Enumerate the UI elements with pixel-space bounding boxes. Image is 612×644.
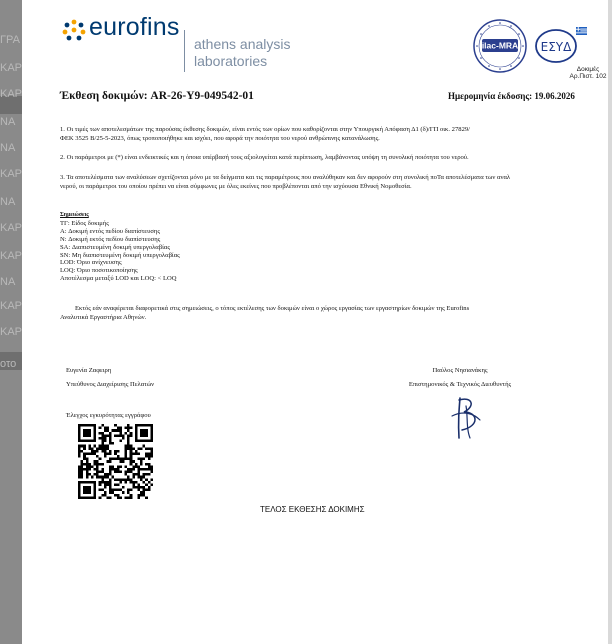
note-line: νερού, οι παράμετροι του οποίου πρέπει να είναι σύμφωνες με όλες εκείνες που προβλέπονται από την ισχύουσα Εθνική Νομοθεσία. [60,182,412,190]
background-text-fragment: ΓΡΑ [0,34,20,46]
issue-date: Ημερομηνία έκδοσης: 19.06.2026 [448,91,575,101]
background-text-fragment: οτο [0,358,17,370]
eurofins-dots-icon [62,19,86,41]
greek-flag-icon [576,27,587,35]
report-title: Έκθεση δοκιμών: AR-26-Y9-049542-01 [60,90,254,102]
note-line: 2. Οι παράμετροι με (*) είναι ενδεικτικές και η όποια υπέρβασή τους αξιολογείται κατά περίπτωση, λαμβάνοντας υπόψη τη συνολική ποιότητα του νερού. [60,154,469,161]
document-verification-qr-code[interactable] [78,424,153,499]
note-line: 1. Οι τιμές των αποτελεσμάτων της παρούσας έκθεσης δοκιμών, είναι εντός των ορίων που καθορίζονται στην Υπουργική Απόφαση Δ1 (δ)/ΓΠ οικ. 27829/ [60,126,470,133]
signatory-role: Υπεύθυνος Διαχείρισης Πελατών [66,380,155,388]
legend-item: ΤΓ: Είδος δοκιμής [60,219,109,227]
logo-wordmark: eurofins [89,13,180,41]
legend-item: SN: Μη διαπιστευμένη δοκιμή υπεργολαβίας [60,251,180,259]
closing-line: Αναλυτικά Εργαστήρια Αθηνών. [60,313,147,321]
accreditation-number: Αρ.Πιστ. 102 [569,73,607,81]
report-page [22,0,608,644]
signatory-role: Επιστημονικός & Τεχνικός Διευθυντής [408,380,512,388]
background-text-fragment: ΝΑ [0,116,16,128]
background-text-fragment: ΚΑΡ [0,88,22,100]
legend-item: N: Δοκιμή εκτός πεδίου διαπίστευσης [60,235,161,243]
legend-item: LOD: Όριο ανίχνευσης [60,259,122,267]
background-text-fragment: ΚΑΡ [0,250,22,262]
accreditation-label [556,66,608,81]
note-line: 3. Τα αποτελέσματα των αναλύσεων σχετίζονται μόνο με τα δείγματα και τις παραμέτρους που αναλύθηκαν και δεν αφορούν στη συνολική ποΤα αποτελέσματα των αναλ [60,174,511,181]
legend-item: SA: Διαπιστευμένη δοκιμή υπεργολαβίας [60,243,170,251]
legend-item: Αποτέλεσμα μεταξύ LOD και LOQ: < LOQ [60,275,177,283]
esyd-label: ΕΣΥΔ [540,40,572,54]
ilac-label: ilac-MRA [481,40,519,51]
testing-location-note [60,305,590,323]
lab-subtitle-line2: laboratories [194,53,268,69]
signatory-technical-director [400,364,520,391]
note-paragraph-2 [60,154,469,163]
background-text-fragment: ΚΑΡ [0,300,22,312]
note-paragraph-1 [60,126,470,144]
background-text-fragment: ΚΑΡ [0,62,22,74]
legend-title: Σημειώσεις [60,212,89,218]
window-edge [608,0,612,644]
esyd-accreditation-logo-icon [534,28,578,64]
signatory-name: Ευγενία Ζαφειρη [66,367,112,374]
note-paragraph-3 [60,174,510,192]
signatory-name: Παύλος Νησιανάκης [432,367,488,374]
handwritten-signature [442,392,490,444]
lab-subtitle-line1: athens analysis [194,36,291,52]
legend-item: A: Δοκιμή εντός πεδίου διαπίστευσης [60,227,160,235]
abbreviations-legend [60,212,180,283]
background-text-fragment: ΝΑ [0,276,16,288]
note-line: ΦΕΚ 3525 Β/25-5-2023, όπως τροποποιήθηκε και ισχύει, που αφορά την ποιότητα του νερού ανθρώπινης κατανάλωσης. [60,134,380,142]
closing-line: Εκτός εάν αναφέρεται διαφορετικά στις σημειώσεις, ο τόπος εκτέλεσης των δοκιμών είναι ο χώρος εργασίας των εργαστηρίων δοκιμών της Eurofins [75,305,470,312]
end-of-report: ΤΕΛΟΣ ΕΚΘΕΣΗΣ ΔΟΚΙΜΗΣ [260,505,365,514]
background-text-fragment: ΝΑ [0,196,16,208]
document-validity-label: Έλεγχος εγκυρότητας εγγράφου [66,412,151,419]
accreditation-type: Δοκιμές [576,66,600,73]
legend-item: LOQ: Όριο ποσοτικοποίησης [60,267,138,275]
logo-divider [184,30,185,72]
background-text-fragment: ΚΑΡ [0,168,22,180]
ilac-mra-seal-icon [472,18,528,74]
background-text-fragment: ΚΑΡ [0,222,22,234]
signatory-customer-manager [66,364,154,391]
background-text-fragment: ΚΑΡ [0,326,22,338]
background-text-fragment: ΝΑ [0,142,16,154]
background-window-strip [0,0,22,644]
